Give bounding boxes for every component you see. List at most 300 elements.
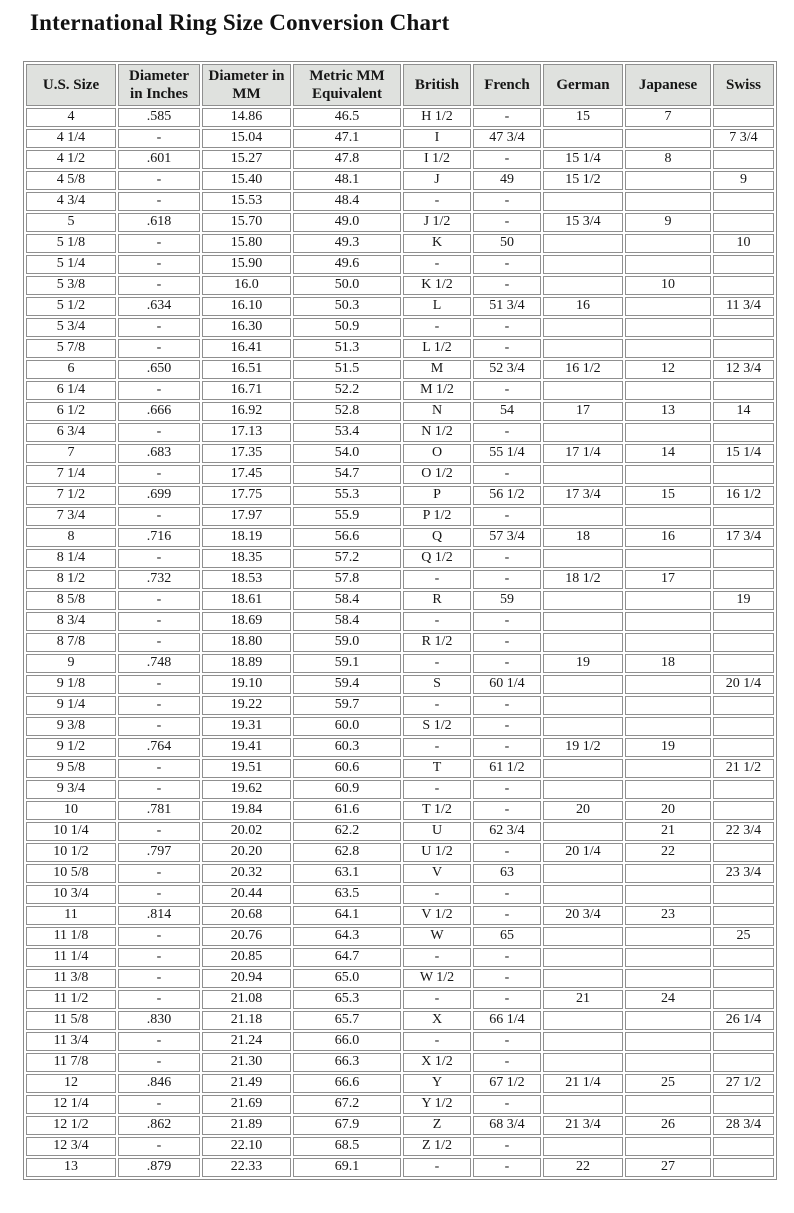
cell-us-size: 9 3/8 (26, 717, 116, 736)
cell-french: - (473, 696, 541, 715)
cell-french: 56 1/2 (473, 486, 541, 505)
cell-diameter-mm: 18.61 (202, 591, 291, 610)
cell-french: 65 (473, 927, 541, 946)
cell-diameter-mm: 15.90 (202, 255, 291, 274)
cell-japanese: 19 (625, 738, 711, 757)
cell-diameter-inches: .585 (118, 108, 200, 127)
cell-french: - (473, 990, 541, 1009)
cell-swiss (713, 717, 774, 736)
cell-diameter-mm: 20.02 (202, 822, 291, 841)
cell-british: M 1/2 (403, 381, 471, 400)
cell-us-size: 8 (26, 528, 116, 547)
cell-diameter-mm: 17.13 (202, 423, 291, 442)
cell-british: P 1/2 (403, 507, 471, 526)
cell-japanese (625, 948, 711, 967)
cell-british: - (403, 1158, 471, 1177)
cell-british: - (403, 990, 471, 1009)
cell-diameter-mm: 16.51 (202, 360, 291, 379)
cell-japanese: 8 (625, 150, 711, 169)
cell-us-size: 12 3/4 (26, 1137, 116, 1156)
cell-us-size: 10 1/2 (26, 843, 116, 862)
cell-us-size: 7 3/4 (26, 507, 116, 526)
cell-german: 22 (543, 1158, 623, 1177)
cell-swiss: 25 (713, 927, 774, 946)
cell-swiss (713, 1137, 774, 1156)
cell-british: K 1/2 (403, 276, 471, 295)
table-row (26, 864, 774, 883)
cell-german: 18 (543, 528, 623, 547)
table-row (26, 675, 774, 694)
cell-diameter-inches: .830 (118, 1011, 200, 1030)
cell-japanese (625, 717, 711, 736)
cell-british: U 1/2 (403, 843, 471, 862)
cell-diameter-inches: - (118, 129, 200, 148)
cell-metric-mm-equivalent: 46.5 (293, 108, 401, 127)
cell-swiss (713, 255, 774, 274)
cell-swiss (713, 843, 774, 862)
cell-diameter-inches: - (118, 759, 200, 778)
cell-diameter-inches: .797 (118, 843, 200, 862)
cell-us-size: 5 1/8 (26, 234, 116, 253)
cell-british: S 1/2 (403, 717, 471, 736)
cell-french: - (473, 738, 541, 757)
cell-diameter-mm: 18.89 (202, 654, 291, 673)
cell-swiss (713, 969, 774, 988)
cell-french: - (473, 633, 541, 652)
cell-british: Y 1/2 (403, 1095, 471, 1114)
cell-french: - (473, 276, 541, 295)
cell-japanese: 13 (625, 402, 711, 421)
cell-german: 19 (543, 654, 623, 673)
cell-german (543, 633, 623, 652)
cell-diameter-mm: 14.86 (202, 108, 291, 127)
cell-us-size: 10 3/4 (26, 885, 116, 904)
table-row (26, 1116, 774, 1135)
cell-metric-mm-equivalent: 49.6 (293, 255, 401, 274)
cell-diameter-inches: - (118, 276, 200, 295)
cell-diameter-inches: - (118, 1032, 200, 1051)
cell-diameter-mm: 17.97 (202, 507, 291, 526)
cell-japanese (625, 591, 711, 610)
cell-french: - (473, 255, 541, 274)
cell-british: I 1/2 (403, 150, 471, 169)
cell-british: L (403, 297, 471, 316)
cell-us-size: 10 1/4 (26, 822, 116, 841)
cell-swiss (713, 108, 774, 127)
table-row (26, 423, 774, 442)
cell-japanese (625, 885, 711, 904)
cell-british: L 1/2 (403, 339, 471, 358)
table-row (26, 171, 774, 190)
cell-diameter-inches: .601 (118, 150, 200, 169)
table-row (26, 129, 774, 148)
cell-japanese: 26 (625, 1116, 711, 1135)
column-header-japanese: Japanese (625, 64, 711, 106)
cell-metric-mm-equivalent: 63.5 (293, 885, 401, 904)
cell-us-size: 4 (26, 108, 116, 127)
table-row (26, 360, 774, 379)
cell-japanese (625, 1137, 711, 1156)
cell-german: 16 1/2 (543, 360, 623, 379)
cell-metric-mm-equivalent: 51.5 (293, 360, 401, 379)
cell-british: R (403, 591, 471, 610)
cell-swiss (713, 1053, 774, 1072)
cell-metric-mm-equivalent: 54.0 (293, 444, 401, 463)
cell-german (543, 1095, 623, 1114)
cell-metric-mm-equivalent: 68.5 (293, 1137, 401, 1156)
cell-diameter-inches: - (118, 675, 200, 694)
cell-metric-mm-equivalent: 67.2 (293, 1095, 401, 1114)
cell-metric-mm-equivalent: 59.0 (293, 633, 401, 652)
cell-metric-mm-equivalent: 47.8 (293, 150, 401, 169)
cell-metric-mm-equivalent: 66.6 (293, 1074, 401, 1093)
cell-metric-mm-equivalent: 63.1 (293, 864, 401, 883)
cell-us-size: 11 1/4 (26, 948, 116, 967)
cell-japanese (625, 129, 711, 148)
cell-metric-mm-equivalent: 60.9 (293, 780, 401, 799)
cell-us-size: 11 3/8 (26, 969, 116, 988)
cell-german (543, 927, 623, 946)
cell-diameter-inches: - (118, 969, 200, 988)
cell-japanese (625, 759, 711, 778)
cell-metric-mm-equivalent: 56.6 (293, 528, 401, 547)
cell-us-size: 11 5/8 (26, 1011, 116, 1030)
cell-japanese: 27 (625, 1158, 711, 1177)
cell-metric-mm-equivalent: 48.1 (293, 171, 401, 190)
cell-us-size: 6 1/2 (26, 402, 116, 421)
cell-diameter-mm: 18.69 (202, 612, 291, 631)
cell-british: Y (403, 1074, 471, 1093)
cell-french: 57 3/4 (473, 528, 541, 547)
cell-french: - (473, 948, 541, 967)
cell-diameter-mm: 16.30 (202, 318, 291, 337)
cell-japanese: 21 (625, 822, 711, 841)
table-row (26, 318, 774, 337)
cell-metric-mm-equivalent: 67.9 (293, 1116, 401, 1135)
cell-british: O 1/2 (403, 465, 471, 484)
table-row (26, 444, 774, 463)
table-row (26, 276, 774, 295)
cell-diameter-mm: 17.45 (202, 465, 291, 484)
cell-french: - (473, 969, 541, 988)
cell-french: - (473, 150, 541, 169)
cell-british: P (403, 486, 471, 505)
cell-diameter-inches: .716 (118, 528, 200, 547)
cell-us-size: 8 3/4 (26, 612, 116, 631)
cell-diameter-mm: 15.40 (202, 171, 291, 190)
table-row (26, 1032, 774, 1051)
cell-metric-mm-equivalent: 62.8 (293, 843, 401, 862)
cell-swiss (713, 780, 774, 799)
cell-diameter-inches: .666 (118, 402, 200, 421)
cell-british: - (403, 696, 471, 715)
cell-french: - (473, 108, 541, 127)
cell-british: - (403, 948, 471, 967)
cell-swiss: 15 1/4 (713, 444, 774, 463)
cell-diameter-mm: 22.33 (202, 1158, 291, 1177)
cell-japanese (625, 465, 711, 484)
table-row (26, 843, 774, 862)
cell-diameter-mm: 15.80 (202, 234, 291, 253)
cell-japanese (625, 507, 711, 526)
cell-swiss (713, 570, 774, 589)
cell-british: S (403, 675, 471, 694)
cell-us-size: 5 3/4 (26, 318, 116, 337)
cell-diameter-inches: - (118, 549, 200, 568)
cell-diameter-mm: 19.10 (202, 675, 291, 694)
cell-german (543, 507, 623, 526)
cell-swiss (713, 318, 774, 337)
cell-japanese (625, 255, 711, 274)
cell-japanese: 15 (625, 486, 711, 505)
cell-us-size: 9 1/8 (26, 675, 116, 694)
cell-german (543, 948, 623, 967)
cell-german (543, 381, 623, 400)
cell-diameter-inches: - (118, 423, 200, 442)
cell-british: - (403, 1032, 471, 1051)
cell-swiss: 12 3/4 (713, 360, 774, 379)
cell-japanese (625, 423, 711, 442)
cell-diameter-mm: 15.53 (202, 192, 291, 211)
header-row (26, 64, 774, 106)
cell-swiss (713, 150, 774, 169)
table-row (26, 381, 774, 400)
cell-diameter-mm: 19.31 (202, 717, 291, 736)
cell-german: 15 1/4 (543, 150, 623, 169)
table-row (26, 1053, 774, 1072)
cell-french: - (473, 1095, 541, 1114)
cell-french: 62 3/4 (473, 822, 541, 841)
cell-british: - (403, 780, 471, 799)
cell-german: 21 1/4 (543, 1074, 623, 1093)
cell-swiss (713, 507, 774, 526)
cell-diameter-mm: 20.32 (202, 864, 291, 883)
cell-us-size: 5 3/8 (26, 276, 116, 295)
cell-french: 66 1/4 (473, 1011, 541, 1030)
cell-french: - (473, 339, 541, 358)
cell-german (543, 129, 623, 148)
column-header-swiss: Swiss (713, 64, 774, 106)
cell-diameter-mm: 20.68 (202, 906, 291, 925)
cell-german: 17 1/4 (543, 444, 623, 463)
cell-diameter-inches: - (118, 612, 200, 631)
cell-french: 52 3/4 (473, 360, 541, 379)
cell-metric-mm-equivalent: 50.9 (293, 318, 401, 337)
cell-japanese: 7 (625, 108, 711, 127)
cell-metric-mm-equivalent: 62.2 (293, 822, 401, 841)
cell-french: - (473, 507, 541, 526)
cell-british: N 1/2 (403, 423, 471, 442)
cell-french: - (473, 549, 541, 568)
cell-japanese: 23 (625, 906, 711, 925)
ring-size-conversion-table (23, 61, 777, 1180)
cell-us-size: 11 3/4 (26, 1032, 116, 1051)
cell-swiss (713, 276, 774, 295)
cell-british: R 1/2 (403, 633, 471, 652)
cell-german: 15 1/2 (543, 171, 623, 190)
cell-metric-mm-equivalent: 50.0 (293, 276, 401, 295)
cell-swiss (713, 990, 774, 1009)
cell-french: - (473, 654, 541, 673)
cell-us-size: 8 7/8 (26, 633, 116, 652)
cell-diameter-mm: 20.44 (202, 885, 291, 904)
cell-diameter-inches: - (118, 1137, 200, 1156)
table-row (26, 591, 774, 610)
table-row (26, 108, 774, 127)
cell-diameter-inches: - (118, 318, 200, 337)
cell-french: 59 (473, 591, 541, 610)
table-row (26, 1095, 774, 1114)
cell-swiss: 22 3/4 (713, 822, 774, 841)
cell-us-size: 6 1/4 (26, 381, 116, 400)
cell-metric-mm-equivalent: 57.2 (293, 549, 401, 568)
cell-british: W 1/2 (403, 969, 471, 988)
page-title: International Ring Size Conversion Chart (30, 10, 450, 35)
cell-german: 17 (543, 402, 623, 421)
cell-us-size: 13 (26, 1158, 116, 1177)
cell-us-size: 10 (26, 801, 116, 820)
cell-french: - (473, 717, 541, 736)
cell-french: - (473, 213, 541, 232)
cell-german: 20 (543, 801, 623, 820)
cell-french: - (473, 318, 541, 337)
cell-german: 16 (543, 297, 623, 316)
cell-diameter-mm: 21.89 (202, 1116, 291, 1135)
cell-german (543, 780, 623, 799)
table-row (26, 990, 774, 1009)
table-row (26, 612, 774, 631)
cell-french: - (473, 612, 541, 631)
cell-swiss (713, 654, 774, 673)
cell-diameter-mm: 19.22 (202, 696, 291, 715)
table-row (26, 948, 774, 967)
cell-diameter-mm: 21.08 (202, 990, 291, 1009)
cell-german (543, 234, 623, 253)
column-header-diameter-inches: Diameter in Inches (118, 64, 200, 106)
table-row (26, 927, 774, 946)
table-row (26, 1011, 774, 1030)
cell-metric-mm-equivalent: 59.7 (293, 696, 401, 715)
cell-us-size: 4 1/2 (26, 150, 116, 169)
cell-swiss (713, 738, 774, 757)
cell-german (543, 1053, 623, 1072)
cell-japanese (625, 171, 711, 190)
cell-us-size: 12 (26, 1074, 116, 1093)
cell-metric-mm-equivalent: 69.1 (293, 1158, 401, 1177)
cell-british: T (403, 759, 471, 778)
cell-metric-mm-equivalent: 64.7 (293, 948, 401, 967)
cell-diameter-mm: 18.19 (202, 528, 291, 547)
cell-japanese (625, 633, 711, 652)
cell-us-size: 4 5/8 (26, 171, 116, 190)
table-row (26, 486, 774, 505)
column-header-german: German (543, 64, 623, 106)
cell-swiss: 9 (713, 171, 774, 190)
cell-us-size: 4 3/4 (26, 192, 116, 211)
cell-german (543, 591, 623, 610)
cell-metric-mm-equivalent: 64.3 (293, 927, 401, 946)
cell-diameter-mm: 15.70 (202, 213, 291, 232)
cell-metric-mm-equivalent: 49.3 (293, 234, 401, 253)
cell-german (543, 192, 623, 211)
cell-french: 51 3/4 (473, 297, 541, 316)
cell-british: I (403, 129, 471, 148)
cell-japanese (625, 612, 711, 631)
cell-swiss: 26 1/4 (713, 1011, 774, 1030)
cell-diameter-inches: .699 (118, 486, 200, 505)
cell-japanese: 20 (625, 801, 711, 820)
cell-german (543, 1011, 623, 1030)
cell-british: J (403, 171, 471, 190)
cell-diameter-mm: 19.41 (202, 738, 291, 757)
cell-diameter-mm: 18.53 (202, 570, 291, 589)
cell-swiss: 23 3/4 (713, 864, 774, 883)
cell-british: Z (403, 1116, 471, 1135)
cell-us-size: 9 1/2 (26, 738, 116, 757)
cell-french: - (473, 423, 541, 442)
cell-swiss: 20 1/4 (713, 675, 774, 694)
cell-metric-mm-equivalent: 53.4 (293, 423, 401, 442)
cell-japanese (625, 297, 711, 316)
cell-swiss (713, 948, 774, 967)
cell-diameter-inches: - (118, 171, 200, 190)
table-row (26, 759, 774, 778)
cell-us-size: 8 5/8 (26, 591, 116, 610)
cell-diameter-inches: .618 (118, 213, 200, 232)
cell-british: O (403, 444, 471, 463)
cell-german (543, 822, 623, 841)
cell-metric-mm-equivalent: 49.0 (293, 213, 401, 232)
column-header-diameter-mm: Diameter in MM (202, 64, 291, 106)
cell-diameter-mm: 17.35 (202, 444, 291, 463)
cell-metric-mm-equivalent: 55.3 (293, 486, 401, 505)
cell-diameter-mm: 17.75 (202, 486, 291, 505)
cell-german (543, 1032, 623, 1051)
cell-diameter-inches: - (118, 822, 200, 841)
cell-british: - (403, 192, 471, 211)
cell-diameter-mm: 21.69 (202, 1095, 291, 1114)
cell-german: 21 3/4 (543, 1116, 623, 1135)
cell-diameter-inches: - (118, 234, 200, 253)
cell-diameter-inches: - (118, 1095, 200, 1114)
cell-japanese: 14 (625, 444, 711, 463)
cell-metric-mm-equivalent: 58.4 (293, 591, 401, 610)
cell-us-size: 9 3/4 (26, 780, 116, 799)
cell-british: - (403, 738, 471, 757)
cell-us-size: 11 7/8 (26, 1053, 116, 1072)
cell-diameter-inches: - (118, 591, 200, 610)
cell-diameter-mm: 21.24 (202, 1032, 291, 1051)
cell-diameter-mm: 19.84 (202, 801, 291, 820)
cell-diameter-mm: 20.76 (202, 927, 291, 946)
cell-swiss (713, 549, 774, 568)
cell-swiss (713, 696, 774, 715)
cell-diameter-inches: .748 (118, 654, 200, 673)
cell-french: 61 1/2 (473, 759, 541, 778)
cell-diameter-inches: - (118, 507, 200, 526)
cell-japanese: 22 (625, 843, 711, 862)
cell-swiss: 10 (713, 234, 774, 253)
cell-diameter-inches: - (118, 885, 200, 904)
table-row (26, 192, 774, 211)
table-row (26, 696, 774, 715)
cell-diameter-inches: - (118, 717, 200, 736)
cell-british: Z 1/2 (403, 1137, 471, 1156)
cell-us-size: 9 1/4 (26, 696, 116, 715)
cell-swiss: 19 (713, 591, 774, 610)
cell-us-size: 11 1/2 (26, 990, 116, 1009)
cell-metric-mm-equivalent: 47.1 (293, 129, 401, 148)
